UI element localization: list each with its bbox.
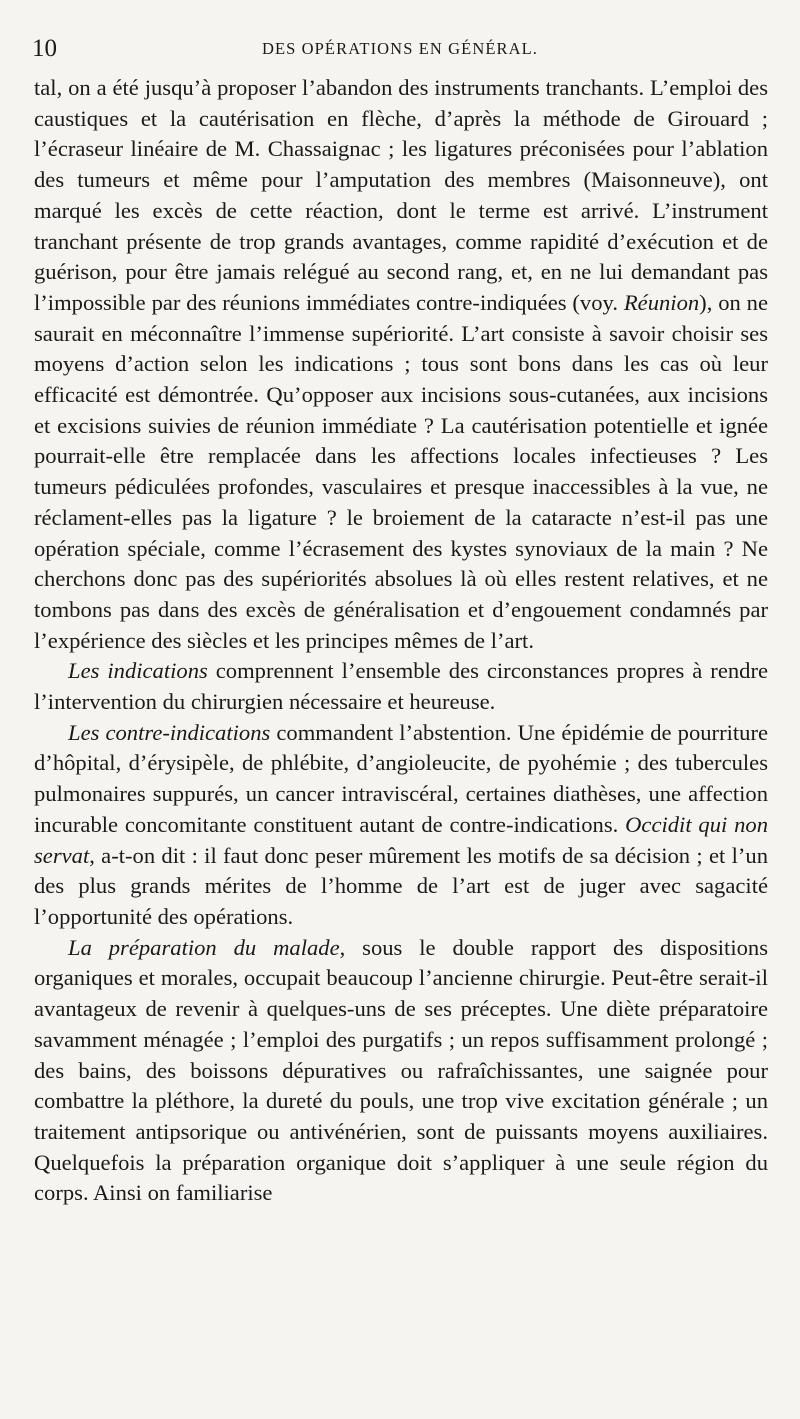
- paragraph-3-tail: , a-t-on dit : il faut donc peser mûrement les motifs de sa décision ; et l’un des plus grands mérites de l’homme de l’art est de juger avec sagacité l’opportunité des opérations.: [34, 842, 768, 929]
- paragraph-1-tail: ), on ne saurait en méconnaître l’immense supériorité. L’art consiste à savoir choisir ses moyens d’action selon les indications ; tous sont bons dans les cas où leur efficacité est démontrée. Qu’opposer aux incisions sous-cutanées, aux incisions et excisions suivies de réunion immédiate ? La cautérisation potentielle et ignée pourrait-elle être remplacée dans les affections locales infectieuses ? Les tumeurs pédiculées profondes, vasculaires et presque inaccessibles à la vue, ne réclament-elles pas la ligature ? le broiement de la cataracte n’est-il pas une opération spéciale, comme l’écrasement des kystes synoviaux de la main ? Ne cherchons donc pas des supériorités absolues là où elles restent relatives, et ne tombons pas dans des excès de généralisation et d’engouement condamnés par l’expérience des siècles et les principes mêmes de l’art.: [34, 289, 768, 653]
- paragraph-2-text: comprennent l’ensemble des circonstances propres à rendre l’intervention du chirurgien nécessaire et heureuse.: [34, 658, 768, 715]
- paragraph-1-text: tal, on a été jusqu’à proposer l’abandon des instruments tranchants. L’emploi des caustiques et la cautérisation en flèche, d’après la méthode de Girouard ; l’écraseur linéaire de M. Chassaignac ; les ligatures préconisées pour l’ablation des tumeurs et même pour l’amputation des membres (Maisonneuve), ont marqué les excès de cette réaction, dont le terme est arrivé. L’instrument tranchant présente de trop grands avantages, comme rapidité d’exécution et de guérison, pour être jamais relégué au second rang, et, en ne lui demandant pas l’impossible par des réunions immédiates contre-indiquées (voy.: [34, 75, 768, 315]
- page-header: [32, 34, 768, 66]
- paragraph-4-text: , sous le double rapport des dispositions organiques et morales, occupait beaucoup l’ancienne chirurgie. Peut-être serait-il avantageux de revenir à quelques-uns de ses préceptes. Une diète préparatoire savamment ménagée ; l’emploi des purgatifs ; un repos suffisamment prolongé ; des bains, des boissons dépuratives ou rafraîchissantes, une saignée pour combattre la pléthore, la dureté du pouls, une trop vive excitation générale ; un traitement antipsorique ou antivénérien, sont de puissants moyens auxiliaires. Quelquefois la préparation organique doit s’appliquer à une seule région du corps. Ainsi on familiarise: [34, 934, 768, 1206]
- paragraph-1: [34, 73, 768, 656]
- body-text: [34, 73, 768, 1209]
- paragraph-3-text: commandent l’abstention. Une épidémie de pourriture d’hôpital, d’érysipèle, de phlébite, d’angioleucite, de pyohémie ; des tubercules pulmonaires suppurés, un cancer intraviscéral, certaines diathèses, une affection incurable concomitante constituent autant de contre-indications.: [34, 719, 768, 837]
- page-number: 10: [32, 35, 57, 62]
- paragraph-3-lead: Les contre-indications: [68, 719, 271, 745]
- paragraph-2-lead: Les indications: [68, 658, 208, 684]
- paragraph-3-italic: Occidit qui non servat: [34, 811, 768, 868]
- paragraph-3: [34, 718, 768, 933]
- paragraph-4-lead: La préparation du malade: [68, 934, 340, 960]
- paragraph-4: [34, 933, 768, 1209]
- paragraph-1-italic: Réunion: [623, 289, 700, 315]
- running-head: DES OPÉRATIONS EN GÉNÉRAL.: [261, 39, 539, 58]
- paragraph-2: [34, 656, 768, 717]
